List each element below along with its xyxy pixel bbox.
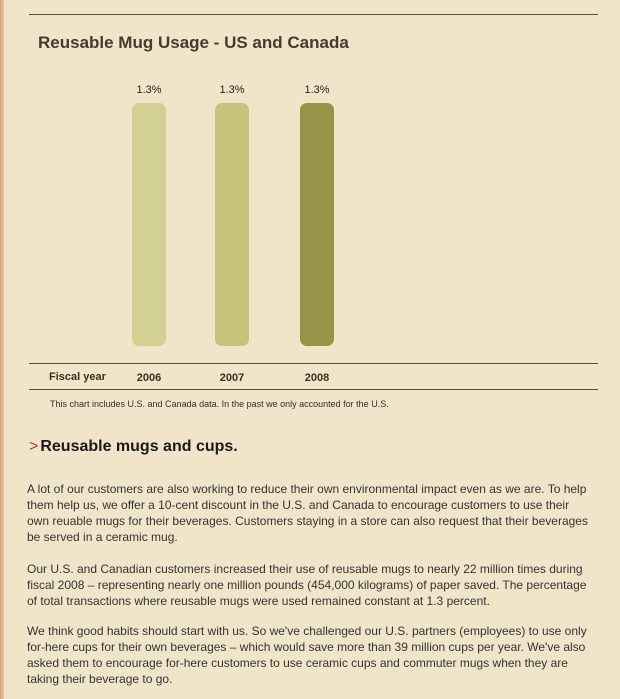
bar-2007 <box>215 103 249 346</box>
data-label-2007: 1.3% <box>219 84 245 96</box>
chart-note: This chart includes U.S. and Canada data. In the past we only accounted for the U.S. <box>50 399 389 409</box>
paragraph-1: A lot of our customers are also working to reduce their own environmental impact even as we are. To help them help us, we offer a 10-cent discount in the U.S. and Canada to encourage customers to use their own reuable mugs for their beverages. Customers staying in a store can also request that their beverages be served in a ceramic mug. <box>27 482 588 544</box>
chart-title: Reusable Mug Usage - US and Canada <box>38 33 349 52</box>
x-tick-2006: 2006 <box>136 372 162 384</box>
section-heading <box>29 438 238 456</box>
axis-bottom-rule <box>29 389 598 390</box>
bar-2006 <box>132 103 166 346</box>
bar-2008 <box>300 103 334 346</box>
x-tick-2007: 2007 <box>219 372 245 384</box>
section-heading-text: Reusable mugs and cups. <box>40 438 238 455</box>
paragraph-2: Our U.S. and Canadian customers increased their use of reusable mugs to nearly 22 million times during fiscal 2008 – representing nearly one million pounds (454,000 kilograms) of paper saved. The percentage of total transactions where reusable mugs were used remained constant at 1.3 percent. <box>27 562 587 608</box>
data-label-2006: 1.3% <box>136 84 162 96</box>
arrow-icon: > <box>29 438 39 455</box>
x-axis-label: Fiscal year <box>49 371 106 383</box>
axis-top-rule <box>29 363 598 364</box>
x-tick-2008: 2008 <box>304 372 330 384</box>
paragraph-3: We think good habits should start with us. So we've challenged our U.S. partners (employees) to use only for-here cups for their own beverages – which would save more than 39 million cups per year. We've also asked them to encourage for-here customers to use ceramic cups and commuter mugs when they are taking their beverage to go. <box>27 624 587 686</box>
data-label-2008: 1.3% <box>304 84 330 96</box>
